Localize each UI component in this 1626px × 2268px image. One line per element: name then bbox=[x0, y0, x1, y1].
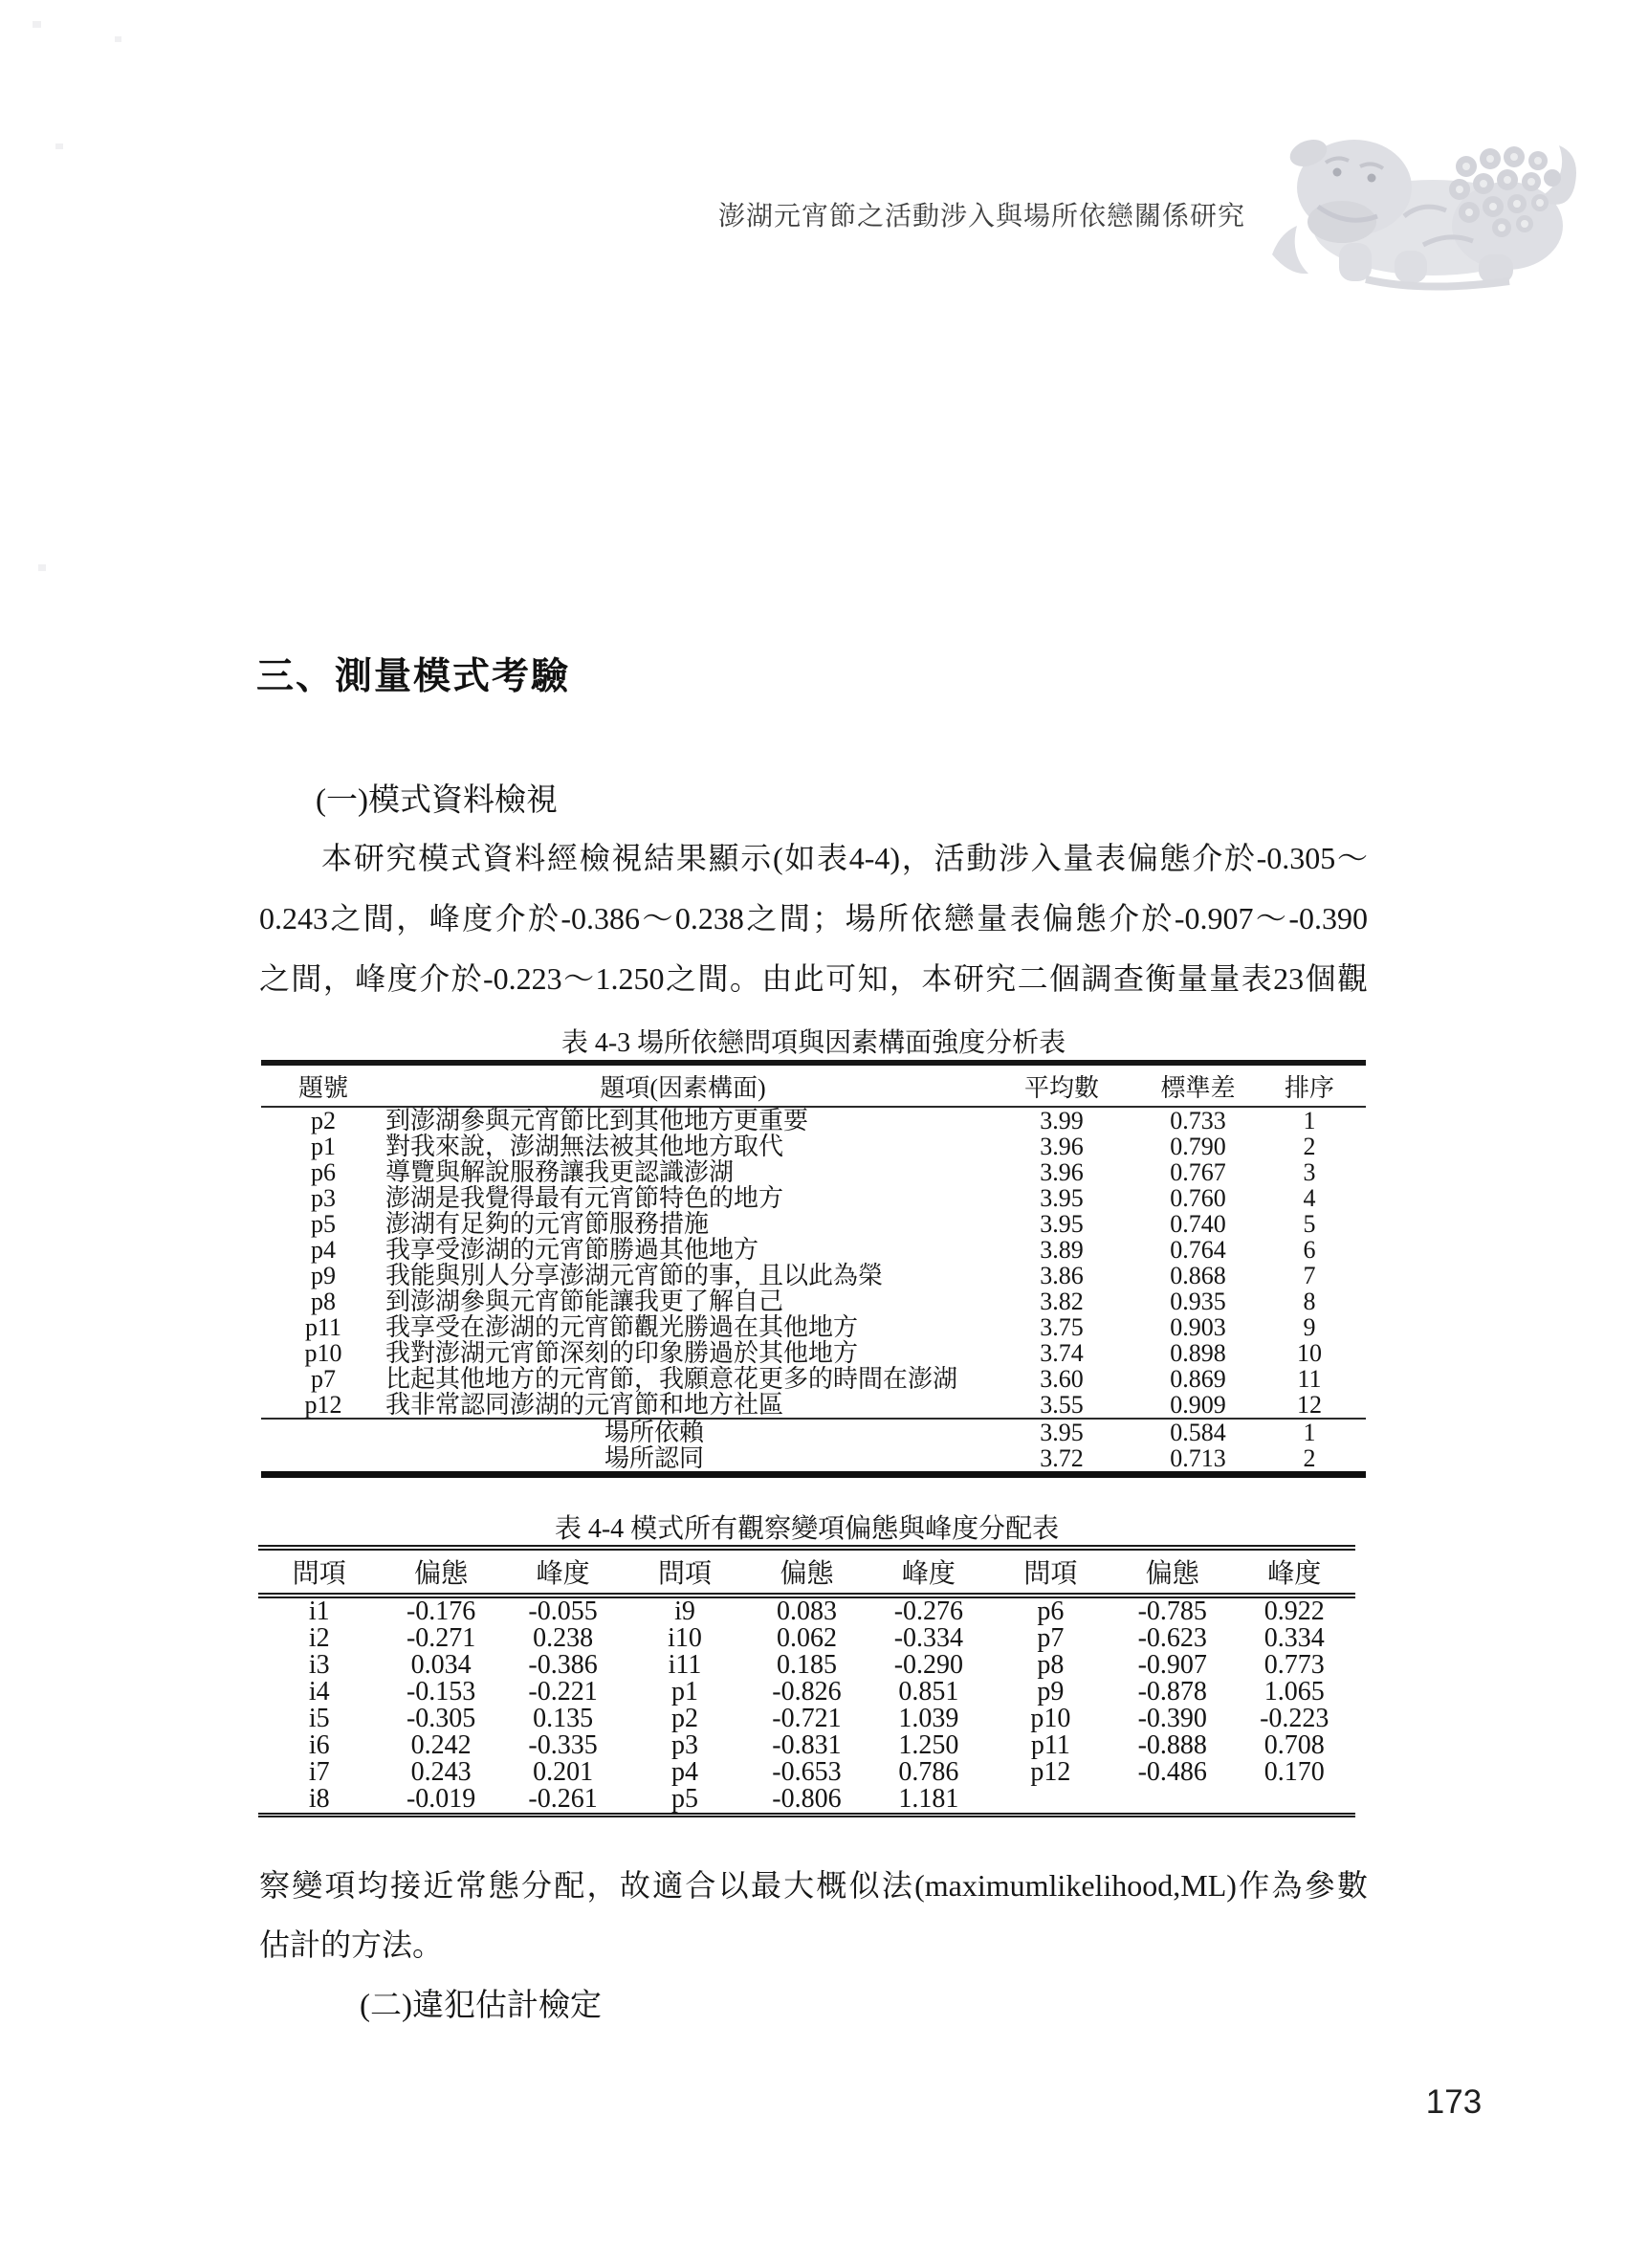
table-row bbox=[258, 1679, 1355, 1706]
table-cell: 0.584 bbox=[1170, 1419, 1226, 1446]
paragraph-line: 之間，峰度介於-0.223～1.250之間。由此可知，本研究二個調查衡量量表23個觀 bbox=[259, 961, 1368, 996]
table-row bbox=[258, 1759, 1355, 1786]
scan-speckle bbox=[33, 21, 41, 28]
table-cell: 場所依賴 bbox=[604, 1419, 704, 1446]
table-row bbox=[261, 1263, 1366, 1288]
table-cell: i6 bbox=[308, 1730, 330, 1760]
table-cell: -0.055 bbox=[528, 1596, 598, 1626]
table-cell: i5 bbox=[308, 1704, 330, 1733]
table-cell: 2 bbox=[1303, 1444, 1316, 1472]
table-row bbox=[261, 1211, 1366, 1237]
table-cell: -0.878 bbox=[1137, 1677, 1207, 1707]
table-cell: 3.72 bbox=[1040, 1444, 1084, 1472]
table-header-row bbox=[261, 1063, 1366, 1107]
table-cell: 3.95 bbox=[1040, 1184, 1084, 1212]
table-cell: 3.74 bbox=[1040, 1339, 1084, 1367]
column-header: 偏態 bbox=[380, 1548, 501, 1596]
table-cell: 0.713 bbox=[1170, 1444, 1226, 1472]
table-cell: 0.135 bbox=[533, 1704, 594, 1733]
table-cell: -0.261 bbox=[528, 1784, 598, 1814]
column-header: 題項(因素構面) bbox=[385, 1063, 980, 1107]
page-number: 173 bbox=[1425, 2083, 1483, 2121]
table-cell: 0.909 bbox=[1170, 1391, 1226, 1419]
table-4-4 bbox=[258, 1545, 1355, 1817]
table-cell: 0.334 bbox=[1263, 1623, 1325, 1653]
table-cell: 1 bbox=[1303, 1419, 1316, 1446]
table-cell: 3.96 bbox=[1040, 1133, 1084, 1160]
table-cell: i8 bbox=[308, 1784, 330, 1814]
table-row bbox=[258, 1732, 1355, 1759]
table-cell: 8 bbox=[1303, 1288, 1316, 1315]
table-cell: 0.851 bbox=[898, 1677, 959, 1707]
table-cell: 3 bbox=[1303, 1158, 1316, 1186]
table-row bbox=[261, 1159, 1366, 1185]
table-cell: p8 bbox=[1037, 1650, 1065, 1680]
table-cell: -0.390 bbox=[1137, 1704, 1207, 1733]
table-cell: 5 bbox=[1303, 1210, 1316, 1238]
table-cell: 到澎湖參與元宵節比到其他地方更重要 bbox=[385, 1107, 809, 1134]
table-cell: 9 bbox=[1303, 1313, 1316, 1341]
table-cell: 0.733 bbox=[1170, 1107, 1226, 1134]
table-cell: 0.062 bbox=[776, 1623, 837, 1653]
table-cell: -0.176 bbox=[406, 1596, 476, 1626]
table-row bbox=[261, 1392, 1366, 1419]
table-cell: 3.60 bbox=[1040, 1365, 1084, 1393]
scan-speckle bbox=[115, 36, 121, 42]
table-cell: 1.250 bbox=[898, 1730, 959, 1760]
table-cell: 3.55 bbox=[1040, 1391, 1084, 1419]
column-header: 峰度 bbox=[868, 1548, 989, 1596]
table-cell: 我非常認同澎湖的元宵節和地方社區 bbox=[385, 1391, 784, 1419]
table-cell: p11 bbox=[304, 1313, 342, 1341]
table-cell: 3.95 bbox=[1040, 1419, 1084, 1446]
column-header: 標準差 bbox=[1143, 1063, 1253, 1107]
table-cell: 0.201 bbox=[533, 1757, 594, 1787]
table-cell bbox=[1234, 1786, 1356, 1816]
table-cell: p5 bbox=[671, 1784, 699, 1814]
table-cell: -0.486 bbox=[1137, 1757, 1207, 1787]
table-cell: -0.721 bbox=[772, 1704, 842, 1733]
paragraph-line: 察變項均接近常態分配，故適合以最大概似法(maximumlikelihood,ML)作為參數 bbox=[259, 1868, 1368, 1903]
table-cell: 3.96 bbox=[1040, 1158, 1084, 1186]
scan-speckle bbox=[55, 143, 63, 149]
column-header: 問項 bbox=[990, 1548, 1111, 1596]
table-4-3-title: 表 4-3 場所依戀問項與因素構面強度分析表 bbox=[560, 1028, 1066, 1058]
table-cell: 導覽與解說服務讓我更認識澎湖 bbox=[385, 1158, 735, 1186]
scan-speckle bbox=[38, 564, 46, 571]
table-cell: 我能與別人分享澎湖元宵節的事，且以此為榮 bbox=[385, 1262, 884, 1289]
table-cell: 1.065 bbox=[1263, 1677, 1325, 1707]
paragraph-line: 估計的方法。 bbox=[259, 1927, 444, 1962]
table-cell: 0.786 bbox=[898, 1757, 959, 1787]
table-cell: -0.271 bbox=[406, 1623, 476, 1653]
table-4-3-header bbox=[261, 1063, 1366, 1107]
table-row bbox=[261, 1288, 1366, 1314]
table-cell: i9 bbox=[674, 1596, 695, 1626]
table-cell: 0.790 bbox=[1170, 1133, 1226, 1160]
table-cell: p11 bbox=[1030, 1730, 1070, 1760]
table-cell: 0.170 bbox=[1263, 1757, 1325, 1787]
table-cell: -0.653 bbox=[772, 1757, 842, 1787]
table-row bbox=[258, 1625, 1355, 1652]
table-cell: 0.764 bbox=[1170, 1236, 1226, 1264]
table-cell: 0.935 bbox=[1170, 1288, 1226, 1315]
paragraph-line: 0.243之間，峰度介於-0.386～0.238之間；場所依戀量表偏態介於-0.907～-0.390 bbox=[259, 901, 1368, 936]
table-cell: -0.334 bbox=[893, 1623, 964, 1653]
table-cell: 0.242 bbox=[410, 1730, 472, 1760]
table-row bbox=[258, 1652, 1355, 1679]
table-cell: p2 bbox=[671, 1704, 699, 1733]
table-cell: p6 bbox=[311, 1158, 336, 1186]
table-cell: -0.305 bbox=[406, 1704, 476, 1733]
table-cell: p1 bbox=[311, 1133, 336, 1160]
column-header: 偏態 bbox=[746, 1548, 868, 1596]
table-cell: 3.75 bbox=[1040, 1313, 1084, 1341]
table-cell: -0.223 bbox=[1260, 1704, 1329, 1733]
table-cell: 3.86 bbox=[1040, 1262, 1084, 1289]
table-cell: p5 bbox=[311, 1210, 336, 1238]
table-cell: p4 bbox=[311, 1236, 336, 1264]
column-header: 峰度 bbox=[502, 1548, 624, 1596]
summary-row bbox=[261, 1419, 1366, 1445]
table-cell: p10 bbox=[1030, 1704, 1071, 1733]
table-4-4-header bbox=[258, 1548, 1355, 1596]
table-cell: 3.99 bbox=[1040, 1107, 1084, 1134]
table-cell: 0.238 bbox=[533, 1623, 594, 1653]
table-cell: 比起其他地方的元宵節，我願意花更多的時間在澎湖 bbox=[385, 1365, 958, 1393]
table-cell: p9 bbox=[1037, 1677, 1065, 1707]
table-cell: p10 bbox=[304, 1339, 342, 1367]
column-header: 偏態 bbox=[1111, 1548, 1233, 1596]
table-cell: p9 bbox=[311, 1262, 336, 1289]
table-cell: 1.181 bbox=[898, 1784, 959, 1814]
table-cell: 0.740 bbox=[1170, 1210, 1226, 1238]
table-4-3 bbox=[261, 1060, 1366, 1478]
table-row bbox=[261, 1314, 1366, 1340]
table-cell: 0.185 bbox=[776, 1650, 837, 1680]
table-cell: 3.82 bbox=[1040, 1288, 1084, 1315]
table-cell: -0.221 bbox=[528, 1677, 598, 1707]
summary-row bbox=[261, 1445, 1366, 1475]
table-header-row bbox=[258, 1548, 1355, 1596]
column-header: 問項 bbox=[258, 1548, 380, 1596]
table-cell: 2 bbox=[1303, 1133, 1316, 1160]
table-cell: 0.922 bbox=[1263, 1596, 1325, 1626]
table-cell: p8 bbox=[311, 1288, 336, 1315]
table-row bbox=[258, 1596, 1355, 1625]
table-row bbox=[258, 1786, 1355, 1816]
table-cell: 0.869 bbox=[1170, 1365, 1226, 1393]
table-cell: -0.785 bbox=[1137, 1596, 1207, 1626]
table-cell: 11 bbox=[1297, 1365, 1322, 1393]
table-cell: 0.903 bbox=[1170, 1313, 1226, 1341]
table-cell: 場所認同 bbox=[604, 1444, 704, 1472]
table-cell: -0.386 bbox=[528, 1650, 598, 1680]
table-row bbox=[261, 1107, 1366, 1134]
table-cell: p7 bbox=[1037, 1623, 1065, 1653]
table-cell: -0.907 bbox=[1137, 1650, 1207, 1680]
table-cell: i11 bbox=[668, 1650, 702, 1680]
table-row bbox=[261, 1340, 1366, 1366]
table-cell: p3 bbox=[311, 1184, 336, 1212]
column-header: 峰度 bbox=[1234, 1548, 1356, 1596]
table-cell: -0.806 bbox=[772, 1784, 842, 1814]
table-row bbox=[261, 1237, 1366, 1263]
table-cell: 6 bbox=[1303, 1236, 1316, 1264]
table-cell: 0.760 bbox=[1170, 1184, 1226, 1212]
table-cell: 到澎湖參與元宵節能讓我更了解自己 bbox=[385, 1288, 784, 1315]
lion-carving-icon bbox=[1251, 111, 1584, 293]
table-cell: p1 bbox=[671, 1677, 699, 1707]
table-4-3-body bbox=[261, 1107, 1366, 1419]
table-cell: p12 bbox=[1030, 1757, 1071, 1787]
table-cell: p6 bbox=[1037, 1596, 1065, 1626]
table-cell: -0.335 bbox=[528, 1730, 598, 1760]
subsection-heading-2: (二)違犯估計檢定 bbox=[360, 1989, 602, 2023]
table-cell: -0.888 bbox=[1137, 1730, 1207, 1760]
table-cell: p3 bbox=[671, 1730, 699, 1760]
table-cell: 0.868 bbox=[1170, 1262, 1226, 1289]
table-cell: 0.243 bbox=[410, 1757, 472, 1787]
table-cell: -0.290 bbox=[893, 1650, 964, 1680]
table-cell: i10 bbox=[668, 1623, 702, 1653]
table-4-4-title: 表 4-4 模式所有觀察變項偏態與峰度分配表 bbox=[554, 1514, 1060, 1544]
table-cell: -0.276 bbox=[893, 1596, 964, 1626]
table-cell: -0.826 bbox=[772, 1677, 842, 1707]
table-row bbox=[261, 1366, 1366, 1392]
table-cell: 0.083 bbox=[776, 1596, 837, 1626]
table-cell: -0.019 bbox=[406, 1784, 476, 1814]
table-cell: 4 bbox=[1303, 1184, 1316, 1212]
table-row bbox=[261, 1134, 1366, 1159]
table-cell: 1 bbox=[1303, 1107, 1316, 1134]
table-cell: 10 bbox=[1297, 1339, 1322, 1367]
table-cell: 3.95 bbox=[1040, 1210, 1084, 1238]
table-cell: i2 bbox=[308, 1623, 330, 1653]
paragraph-line: 本研究模式資料經檢視結果顯示(如表4-4)，活動涉入量表偏態介於-0.305～ bbox=[321, 841, 1368, 875]
table-row bbox=[261, 1185, 1366, 1211]
lion-carving-image bbox=[1251, 111, 1584, 293]
table-cell: i7 bbox=[308, 1757, 330, 1787]
column-header: 平均數 bbox=[980, 1063, 1143, 1107]
table-cell: 澎湖有足夠的元宵節服務措施 bbox=[385, 1210, 710, 1238]
table-cell: 7 bbox=[1303, 1262, 1316, 1289]
table-cell: 我對澎湖元宵節深刻的印象勝過於其他地方 bbox=[385, 1339, 859, 1367]
table-cell: -0.831 bbox=[772, 1730, 842, 1760]
running-header-title: 澎湖元宵節之活動涉入與場所依戀關係研究 bbox=[717, 201, 1245, 231]
table-cell: p4 bbox=[671, 1757, 699, 1787]
table-cell bbox=[1111, 1786, 1233, 1816]
table-cell: 0.034 bbox=[410, 1650, 472, 1680]
table-row bbox=[258, 1706, 1355, 1732]
section-heading: 三、測量模式考驗 bbox=[256, 656, 571, 697]
table-cell: 0.773 bbox=[1263, 1650, 1325, 1680]
column-header: 排序 bbox=[1253, 1063, 1366, 1107]
table-cell: i3 bbox=[308, 1650, 330, 1680]
table-4-4-body bbox=[258, 1596, 1355, 1816]
table-cell: 1.039 bbox=[898, 1704, 959, 1733]
table-cell: -0.153 bbox=[406, 1677, 476, 1707]
table-4-3-summary bbox=[261, 1419, 1366, 1475]
table-cell: p7 bbox=[311, 1365, 336, 1393]
column-header: 題號 bbox=[261, 1063, 385, 1107]
table-cell: 澎湖是我覺得最有元宵節特色的地方 bbox=[385, 1184, 784, 1212]
table-cell: 0.767 bbox=[1170, 1158, 1226, 1186]
table-cell: 3.89 bbox=[1040, 1236, 1084, 1264]
table-cell: -0.623 bbox=[1137, 1623, 1207, 1653]
subsection-heading-1: (一)模式資料檢視 bbox=[316, 783, 558, 818]
column-header: 問項 bbox=[624, 1548, 745, 1596]
table-cell bbox=[990, 1786, 1111, 1816]
table-cell: 我享受澎湖的元宵節勝過其他地方 bbox=[385, 1236, 759, 1264]
table-cell: i1 bbox=[308, 1596, 330, 1626]
table-cell: 我享受在澎湖的元宵節觀光勝過在其他地方 bbox=[385, 1313, 859, 1341]
table-cell: 對我來說，澎湖無法被其他地方取代 bbox=[385, 1133, 784, 1160]
table-cell: 0.708 bbox=[1263, 1730, 1325, 1760]
table-cell: p2 bbox=[311, 1107, 336, 1134]
table-cell: i4 bbox=[308, 1677, 330, 1707]
table-cell: 12 bbox=[1297, 1391, 1322, 1419]
table-cell: 0.898 bbox=[1170, 1339, 1226, 1367]
table-cell: p12 bbox=[304, 1391, 342, 1419]
